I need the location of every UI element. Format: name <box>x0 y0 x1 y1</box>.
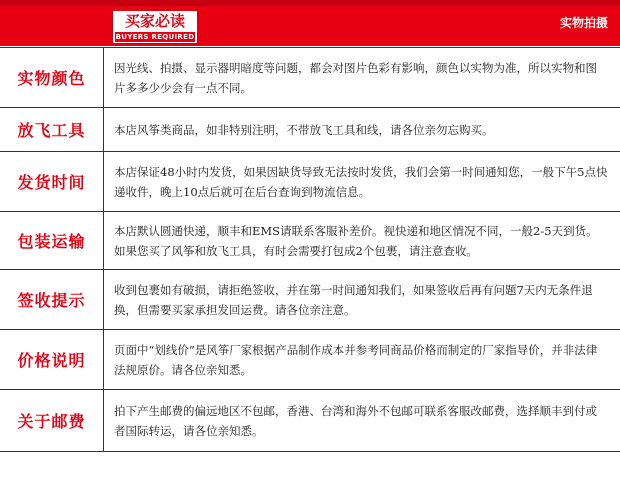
row-text: 收到包裹如有破损，请拒绝签收，并在第一时间通知我们，如果签收后再有问题7天内无条件退换，但需要买家承担发回运费。请各位亲注意。 <box>114 282 593 317</box>
badge-title: 买家必读 <box>124 12 185 30</box>
row-text: 本店保证48小时内发货，如果因缺货导致无法按时发货，我们会第一时间通知您，一般下午5点快递收件，晚上10点后就可在后台查询到物流信息。 <box>114 164 608 199</box>
buyers-required-badge <box>112 10 198 44</box>
row-label: 签收提示 <box>0 270 104 329</box>
row-actual-color <box>0 48 620 108</box>
row-label: 实物颜色 <box>0 48 104 107</box>
real-photo-label: 实物拍摄 <box>559 16 608 30</box>
row-text: 页面中“划线价”是风筝厂家根据产品制作成本并参考同商品价格而制定的厂家指导价，并非法律法规原价。请各位亲知悉。 <box>114 342 598 377</box>
row-packaging <box>0 212 620 270</box>
row-receipt-tips <box>0 270 620 330</box>
row-label: 包装运输 <box>0 212 104 269</box>
badge-subtitle: BUYERS REQUIRED <box>115 33 195 41</box>
row-text: 拍下产生邮费的偏远地区不包邮，香港、台湾和海外不包邮可联系客服改邮费，选择顺丰到付或者国际转运，请各位亲知悉。 <box>114 403 597 438</box>
row-shipping-time <box>0 152 620 212</box>
row-postage <box>0 390 620 452</box>
row-text: 本店风筝类商品，如非特别注明，不带放飞工具和线，请各位亲勿忘购买。 <box>114 122 494 137</box>
notice-table <box>0 47 620 452</box>
row-label: 放飞工具 <box>0 108 104 151</box>
row-label: 关于邮费 <box>0 390 104 451</box>
row-price-note <box>0 330 620 390</box>
row-label: 发货时间 <box>0 152 104 211</box>
header-banner <box>0 0 620 46</box>
row-text: 因光线、拍摄、显示器明暗度等问题，都会对图片色彩有影响，颜色以实物为准，所以实物和图片多多少少会有一点不同。 <box>114 60 597 95</box>
row-flying-tools <box>0 108 620 152</box>
row-text: 本店默认圆通快递，顺丰和EMS请联系客服补差价。视快递和地区情况不同，一般2-5天到货。如果您买了风筝和放飞工具，有时会需要打包成2个包裹，请注意查收。 <box>114 223 598 258</box>
row-label: 价格说明 <box>0 330 104 389</box>
banner-top-band <box>0 0 620 6</box>
